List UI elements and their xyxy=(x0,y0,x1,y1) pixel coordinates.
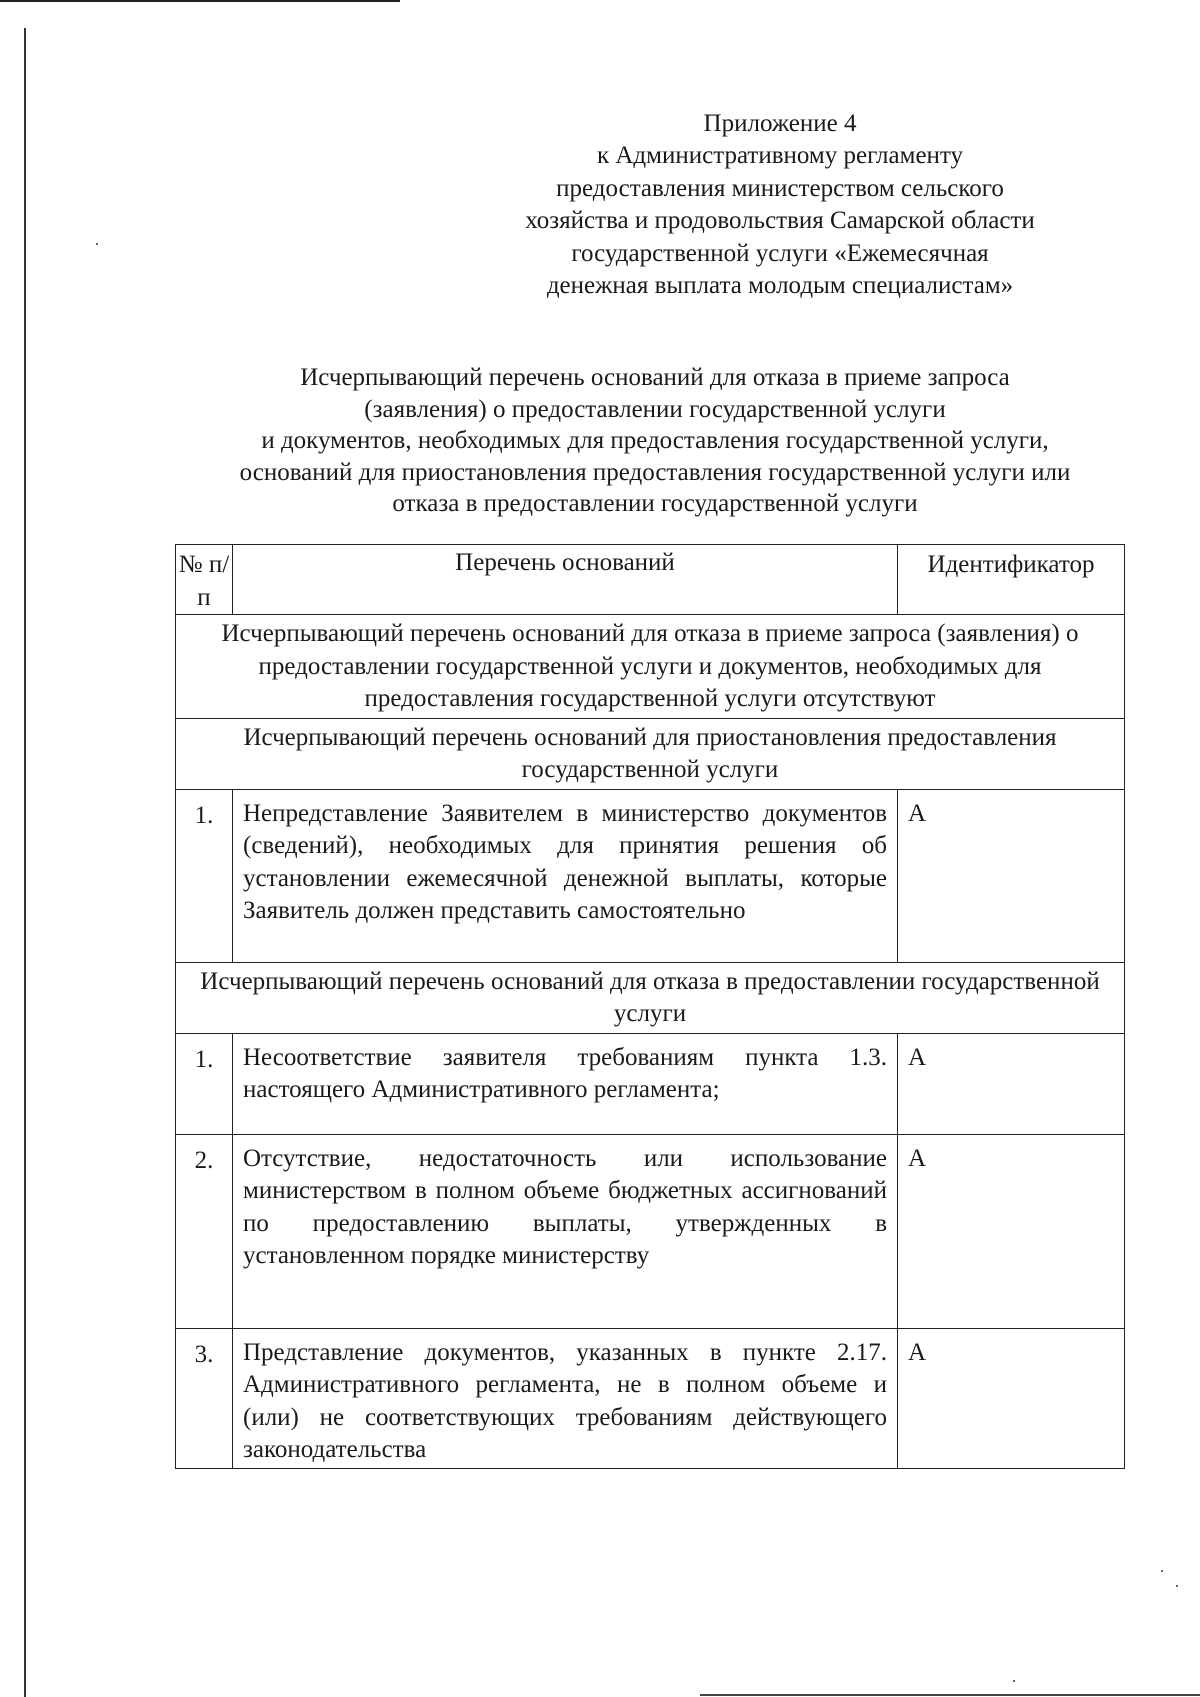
scan-speck xyxy=(1176,1585,1178,1587)
row-identifier: А xyxy=(898,789,1125,962)
title-line: отказа в предоставлении государственной услуги xyxy=(392,490,918,517)
title-line: Исчерпывающий перечень оснований для отказа в приеме запроса xyxy=(300,364,1010,391)
scan-speck xyxy=(1013,1680,1015,1682)
section-row xyxy=(176,718,1125,789)
appendix-line: к Административному регламенту xyxy=(596,142,964,170)
section-title-refusal-service: Исчерпывающий перечень оснований для отказа в предоставлении государственной услуги xyxy=(176,962,1125,1033)
table-row xyxy=(176,1134,1125,1328)
appendix-line: Приложение 4 xyxy=(703,110,857,137)
row-num: 1. xyxy=(176,789,233,962)
scan-edge-top xyxy=(0,0,400,2)
header-grounds: Перечень оснований xyxy=(233,545,898,615)
header-num: № п/п xyxy=(176,545,233,615)
scan-edge-bottom xyxy=(700,1694,1200,1696)
table-header-row xyxy=(176,545,1125,615)
appendix-note xyxy=(480,108,1080,302)
row-text: Непредставление Заявителем в министерство документов (сведений), необходимых для принятия решения об установлении ежемесячной денежной выплаты, которые Заявитель должен представить самостоятельно xyxy=(233,789,898,962)
title-line: и документов, необходимых для предоставления государственной услуги, xyxy=(261,427,1049,454)
table-row xyxy=(176,789,1125,962)
row-num: 3. xyxy=(176,1328,233,1468)
scan-speck xyxy=(96,243,98,245)
section-row xyxy=(176,962,1125,1033)
appendix-line: денежная выплата молодым специалистам» xyxy=(546,272,1014,300)
section-title-refusal-acceptance: Исчерпывающий перечень оснований для отказа в приеме запроса (заявления) о предоставлении государственной услуги и документов, необходимых для предоставления государственной услуги отсутствуют xyxy=(176,615,1125,719)
row-identifier: А xyxy=(898,1033,1125,1134)
table-row xyxy=(176,1328,1125,1468)
row-num: 1. xyxy=(176,1033,233,1134)
title-line: оснований для приостановления предоставления государственной услуги или xyxy=(239,458,1071,486)
row-text: Представление документов, указанных в пункте 2.17. Административного регламента, не в полном объеме и (или) не соответствующих требованиям действующего законодательства xyxy=(233,1328,898,1468)
title-line: (заявления) о предоставлении государственной услуги xyxy=(364,395,946,423)
row-num: 2. xyxy=(176,1134,233,1328)
scan-speck xyxy=(1161,1570,1163,1572)
section-row xyxy=(176,615,1125,719)
table-row xyxy=(176,1033,1125,1134)
section-title-suspension: Исчерпывающий перечень оснований для приостановления предоставления государственной услуги xyxy=(176,718,1125,789)
grounds-table xyxy=(175,544,1125,1469)
appendix-line: государственной услуги «Ежемесячная xyxy=(571,239,989,267)
row-identifier: А xyxy=(898,1328,1125,1468)
appendix-line: хозяйства и продовольствия Самарской области xyxy=(525,207,1035,235)
scan-edge-left xyxy=(24,28,26,1697)
header-identifier: Идентификатор xyxy=(898,545,1125,615)
row-identifier: А xyxy=(898,1134,1125,1328)
row-text: Несоответствие заявителя требованиям пункта 1.3. настоящего Административного регламента; xyxy=(233,1033,898,1134)
document-title xyxy=(160,362,1150,520)
row-text: Отсутствие, недостаточность или использование министерством в полном объеме бюджетных ассигнований по предоставлению выплаты, утвержденных в установленном порядке министерству xyxy=(233,1134,898,1328)
appendix-line: предоставления министерством сельского xyxy=(556,174,1004,202)
